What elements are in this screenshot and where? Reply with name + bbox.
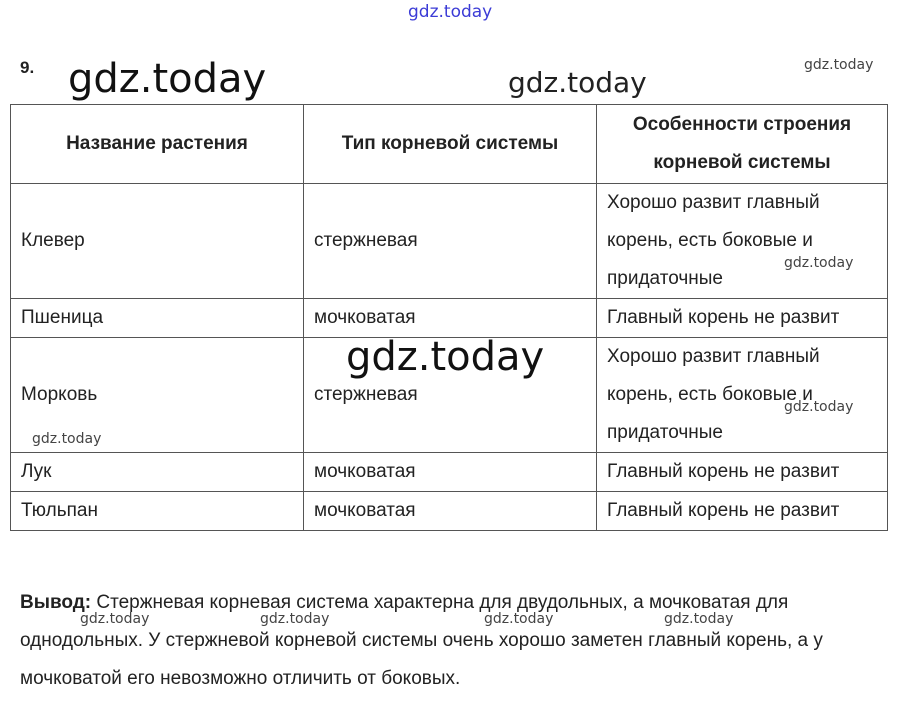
watermark-small: gdz.today <box>260 611 330 627</box>
conclusion-text: Стержневая корневая система характерна для двудольных, а мочковатая для однодольных. У стержневой корневой системы очень хорошо заметен главный корень, а у мочковатой его невозможно отличить от боковых. <box>20 592 823 689</box>
plant-name-cell: Клевер <box>11 184 304 299</box>
table-row <box>11 492 888 531</box>
watermark-small: gdz.today <box>664 611 734 627</box>
conclusion-label: Вывод: <box>20 592 92 613</box>
root-type-cell: стержневая <box>304 184 597 299</box>
watermark-large: gdz.today <box>346 334 545 380</box>
table-header-row <box>11 105 888 184</box>
watermark-top[interactable]: gdz.today <box>408 2 493 22</box>
watermark-small: gdz.today <box>804 57 874 73</box>
plant-name-cell: Тюльпан <box>11 492 304 531</box>
root-system-table <box>10 104 888 531</box>
root-features-cell: Хорошо развит главный корень, есть боковые и придаточные <box>597 338 888 453</box>
root-type-cell: стержневая <box>304 338 597 453</box>
task-number: 9. <box>20 58 35 77</box>
watermark-medium: gdz.today <box>508 66 647 99</box>
watermark-small: gdz.today <box>784 255 854 271</box>
table-row <box>11 453 888 492</box>
plant-name-cell: Пшеница <box>11 299 304 338</box>
root-type-cell: мочковатая <box>304 453 597 492</box>
root-features-cell: Хорошо развит главный корень, есть боковые и придаточные <box>597 184 888 299</box>
plant-name-cell: Лук <box>11 453 304 492</box>
column-header: Особенности строения корневой системы <box>597 105 888 184</box>
root-type-cell: мочковатая <box>304 492 597 531</box>
column-header: Тип корневой системы <box>304 105 597 184</box>
table-row <box>11 184 888 299</box>
root-features-cell: Главный корень не развит <box>597 299 888 338</box>
watermark-small: gdz.today <box>80 611 150 627</box>
watermark-large: gdz.today <box>68 56 267 102</box>
root-type-cell: мочковатая <box>304 299 597 338</box>
conclusion-paragraph <box>20 584 880 698</box>
root-features-cell: Главный корень не развит <box>597 453 888 492</box>
watermark-small: gdz.today <box>784 399 854 415</box>
column-header: Название растения <box>11 105 304 184</box>
watermark-small: gdz.today <box>484 611 554 627</box>
watermark-small: gdz.today <box>32 431 102 447</box>
root-features-cell: Главный корень не развит <box>597 492 888 531</box>
plant-name-cell: Морковь <box>11 338 304 453</box>
table-row <box>11 299 888 338</box>
